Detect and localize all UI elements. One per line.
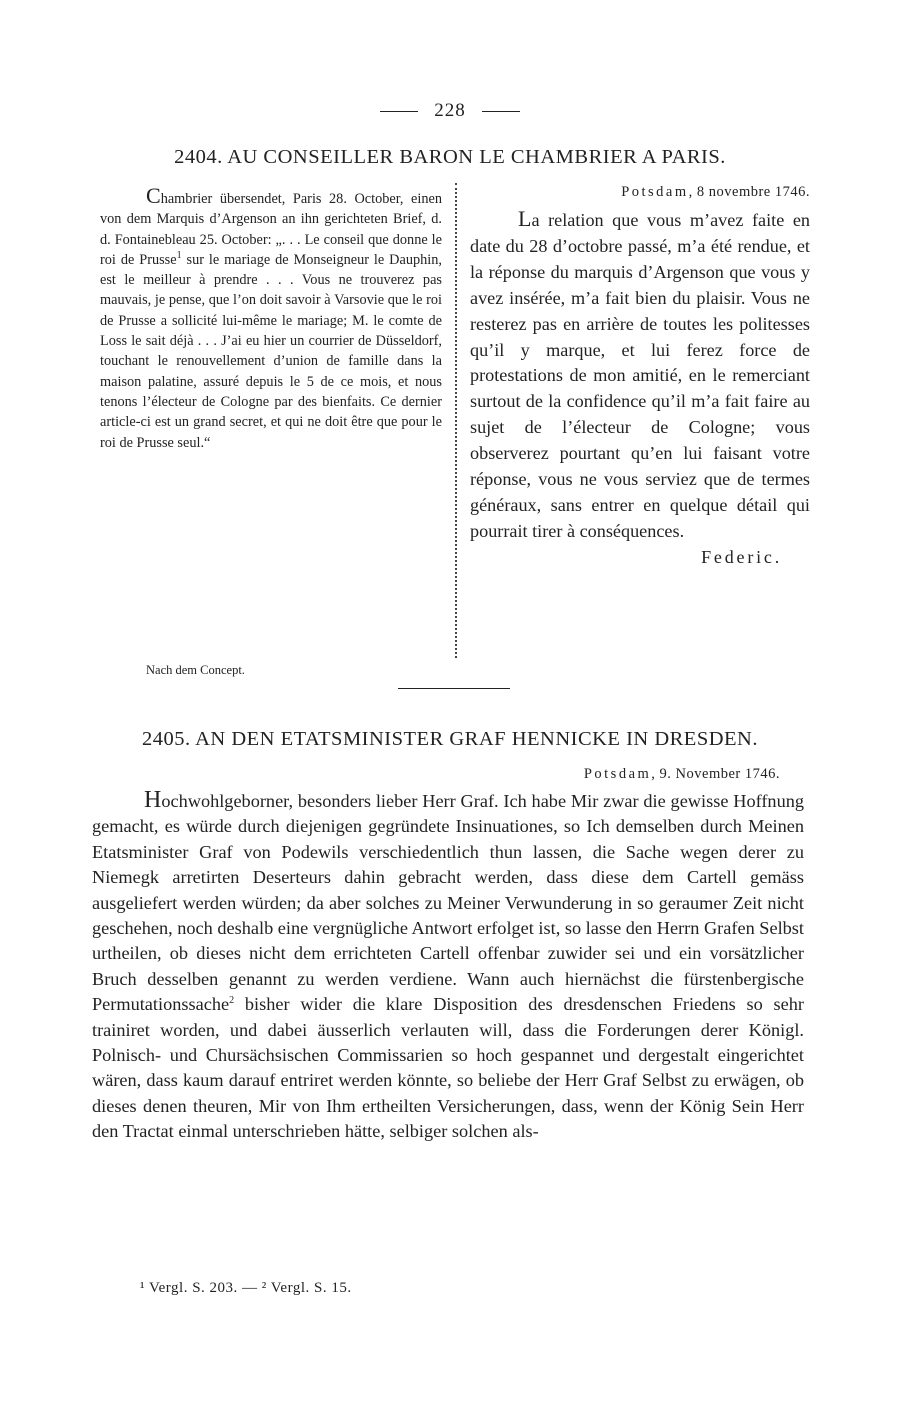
body-initial: H bbox=[144, 787, 162, 813]
column-divider bbox=[455, 183, 457, 658]
letter-2405-date: Potsdam, 9. November 1746. bbox=[583, 766, 780, 782]
source-note: Nach dem Concept. bbox=[146, 663, 245, 677]
footnotes: ¹ Vergl. S. 203. — ² Vergl. S. 15. bbox=[140, 1280, 352, 1296]
footnote-ref-2: 2 bbox=[229, 995, 235, 1007]
page-number: 228 bbox=[0, 100, 900, 122]
letter-2404-date: Potsdam, 8 novembre 1746. bbox=[621, 184, 810, 200]
letter-2404-body: Potsdam, 8 novembre 1746. La relation que vous m’avez faite en date du 28 d’octobre passé, m’a été rendue, et la réponse du marquis d’Argenson que vous y avez insérée, m’a fait bien du plaisir. Vous ne resterez pas en arrière de toutes les politesses qu’il y marque, et lui ferez force de protestations de mon amitié, en le remerciant surtout de la confidence qu’il m’a fait faire au sujet de l’électeur de Cologne; vous observerez pourtant qu’en lui faisant votre réponse, vous ne vous serviez que de termes généraux, sans entrer en quelque détail qui pourrait tirer à conséquences. Federic. bbox=[470, 184, 810, 567]
letter-2404-summary: Chambrier übersendet, Paris 28. October, einen von dem Marquis d’Argenson an ihn gerichteten Brief, d. d. Fontainebleau 25. October: „. . . Le conseil que donne le roi de Prusse$^1$ sur le mariage de Monseigneur le Dauphin, est le meilleur à prendre . . . Vous ne trouverez pas mauvais, je pense, que l’on doit savoir à Varsovie que le roi de Prusse a sollicité lui-même le mariage; M. le comte de Loss le sait déjà . . . J’ai eu hier un courrier de Düsseldorf, touchant le renouvellement d’union de famille dans la maison palatine, assuré depuis le 5 de ce mois, et nous tenons l’électeur de Cologne par des bienfaits. Ce dernier article-ci est un grand secret, et qui ne doit être que pour le roi de Prusse seul.“ bbox=[100, 183, 442, 451]
body-initial: L bbox=[518, 206, 532, 231]
letter-2405-heading: 2405. AN DEN ETATSMINISTER GRAF HENNICKE IN DRESDEN. bbox=[141, 728, 758, 750]
letter-2404-heading: 2404. AU CONSEILLER BARON LE CHAMBRIER A PARIS. bbox=[174, 146, 726, 168]
summary-initial: C bbox=[146, 183, 161, 208]
section-divider bbox=[398, 688, 510, 689]
footnote-ref-1: 1 bbox=[176, 250, 182, 262]
signature: Federic. bbox=[701, 546, 782, 567]
letter-2405-body: Hochwohlgeborner, besonders lieber Herr Graf. Ich habe Mir zwar die gewisse Hoffnung gemacht, es würde durch diejenigen gegründete Insinuationes, so Ich demselben durch Meinen Etatsminister Graf von Podewils verschiedentlich thun lassen, die Sache wegen derer zu Niemegk arretirten Deserteurs dahin gebracht werden, dass diese dem Cartell gemäss ausgeliefert werden würden; da aber solches zu Meiner Verwunderung in so geraumer Zeit nicht geschehen, noch deshalb eine vergnügliche Antwort erfolget ist, so lasse den Herrn Grafen Selbst urtheilen, ob dieses nicht dem errichteten Cartell offenbar zuwider sei und ein vorsätzlicher Bruch desselben genannt zu werden verdiene. Wann auch hiernächst die fürstenbergische Permutationssache$^2$ bisher wider die klare Disposition des dresdenschen Friedens so sehr trainiret worden, und dabei äusserlich verlauten will, dass die Forderungen derer Königl. Polnisch- und Chursächsischen Commissarien so hoch gespannet und dergestalt eingerichtet wären, dass kaum darauf entriret werden könnte, so beliebe der Herr Graf Selbst zu erwägen, ob dieses denen theuren, Mir von Ihm ertheilten Versicherungen, dass, wenn der König Sein Herr den Tractat einmal unterschrieben hätte, selbiger solchen als- bbox=[92, 787, 804, 1142]
